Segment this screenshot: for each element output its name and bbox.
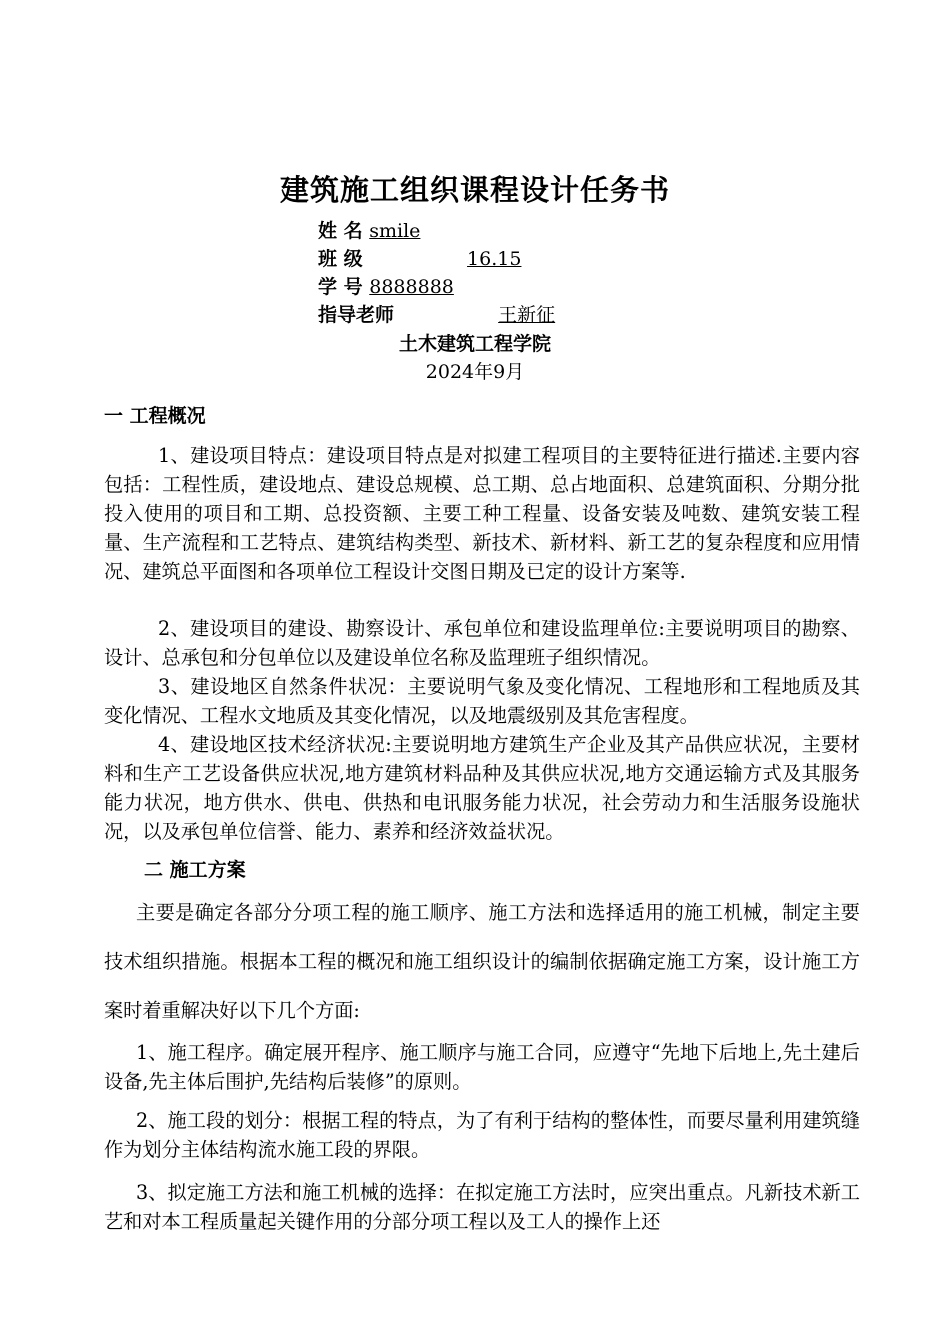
section2-item-1: 1、施工程序。确定展开程序、施工顺序与施工合同，应遵守“先地下后地上,先土建后设备,先主体后围护,先结构后装修”的原则。 bbox=[104, 1041, 860, 1093]
section1-paragraph-3: 3、建设地区自然条件状况：主要说明气象及变化情况、工程地形和工程地质及其变化情况、工程水文地质及其变化情况，以及地震级别及其危害程度。 bbox=[104, 675, 860, 727]
advisor-label: 指导老师 bbox=[318, 304, 395, 326]
name-value: smile bbox=[369, 220, 421, 242]
class-value: 16.15 bbox=[467, 248, 522, 270]
section2-item-2: 2、施工段的划分：根据工程的特点，为了有利于结构的整体性，而要尽量利用建筑缝作为划分主体结构流水施工段的界限。 bbox=[104, 1109, 860, 1161]
name-label: 姓 名 bbox=[318, 220, 363, 242]
id-value: 8888888 bbox=[369, 276, 454, 298]
id-label: 学 号 bbox=[318, 276, 363, 298]
class-row bbox=[318, 246, 619, 272]
section1-paragraph-4: 4、建设地区技术经济状况:主要说明地方建筑生产企业及其产品供应状况，主要材料和生产工艺设备供应状况,地方建筑材料品种及其供应状况,地方交通运输方式及其服务能力状况，地方供水、供电、供热和电讯服务能力状况，社会劳动力和生活服务设施状况，以及承包单位信誉、能力、素养和经济效益状况。 bbox=[104, 733, 860, 843]
advisor-row bbox=[318, 302, 615, 328]
section1-paragraph-1: 1、建设项目特点：建设项目特点是对拟建工程项目的主要特征进行描述.主要内容包括：工程性质，建设地点、建设总规模、总工期、总占地面积、总建筑面积、分期分批投入使用的项目和工期、总投资额、主要工种工程量、设备安装及吨数、建筑安装工程量、生产流程和工艺特点、建筑结构类型、新技术、新材料、新工艺的复杂程度和应用情况、建筑总平面图和各项单位工程设计交图日期及已定的设计方案等. bbox=[104, 444, 860, 583]
section1-paragraph-2: 2、建设项目的建设、勘察设计、承包单位和建设监理单位:主要说明项目的勘察、设计、总承包和分包单位以及建设单位名称及监理班子组织情况。 bbox=[104, 617, 860, 669]
section2-heading: 二 施工方案 bbox=[144, 859, 246, 881]
class-label: 班 级 bbox=[318, 248, 363, 270]
document-title: 建筑施工组织课程设计任务书 bbox=[279, 173, 670, 207]
school-name: 土木建筑工程学院 bbox=[398, 333, 551, 355]
section2-item-3: 3、拟定施工方法和施工机械的选择：在拟定施工方法时，应突出重点。凡新技术新工艺和对本工程质量起关键作用的分部分项工程以及工人的操作上还 bbox=[104, 1181, 860, 1233]
section1-heading: 一 工程概况 bbox=[104, 405, 206, 427]
advisor-value: 王新征 bbox=[498, 304, 556, 326]
section2-intro: 主要是确定各部分分项工程的施工顺序、施工方法和选择适用的施工机械，制定主要技术组织措施。根据本工程的概况和施工组织设计的编制依据确定施工方案，设计施工方案时着重解决好以下几个方面: bbox=[104, 901, 860, 1022]
date: 2024年9月 bbox=[425, 361, 525, 383]
name-row bbox=[318, 218, 420, 244]
id-row bbox=[318, 274, 454, 300]
